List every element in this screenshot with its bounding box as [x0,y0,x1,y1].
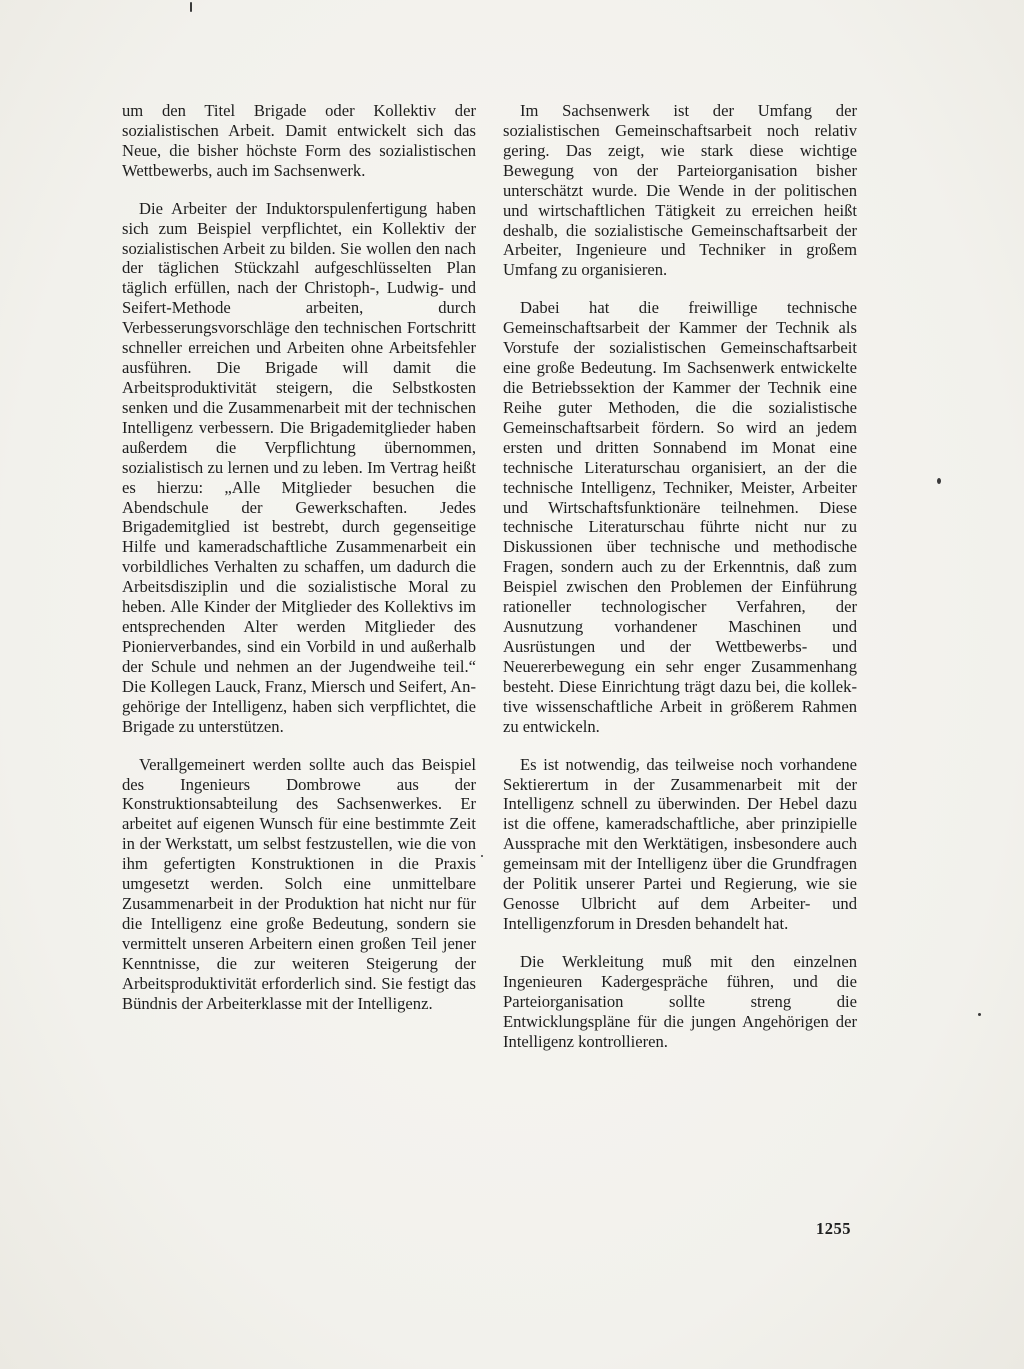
paragraph: Es ist notwendig, das teilweise noch vorhandene Sektierertum in der Zusammenarbeit mit der Intelligenz schnell zu überwinden. Der Hebel dazu ist die offene, kameradschaftliche, aber prinzipielle Aussprache mit den Werktätigen, insbesondere auch gemeinsam mit der Intelligenz über die Grundfragen der Politik unserer Partei und Regierung, wie sie Genosse Ulbricht auf dem Arbeiter- und Intelligenzforum in Dresden behandelt hat. [503,754,857,933]
page-number: 1255 [816,1219,851,1238]
left-text-column [122,101,476,1032]
paragraph: Verallgemeinert werden sollte auch das Beispiel des Ingenieurs Dombrowe aus der Konstruktionsabteilung des Sachsenwerkes. Er arbeitet auf eigenen Wunsch für eine bestimmte Zeit in der Werkstatt, um selbst festzustellen, wie die von ihm gefertigten Konstruktionen in die Praxis umgesetzt werden. Solch eine unmittelbare Zusammenarbeit in der Produktion hat nicht nur für die Intelligenz eine große Bedeutung, sondern sie vermittelt unseren Arbeitern einen großen Teil jener Kenntnisse, die zur weiteren Steigerung der Arbeitsproduktivität erforderlich sind. Sie festigt das Bündnis der Arbeiterklasse mit der Intelligenz. [122,754,476,1013]
right-text-column [503,101,857,1069]
paragraph: Dabei hat die freiwillige technische Gemeinschaftsarbeit der Kammer der Technik als Vorstufe der sozialistischen Gemeinschaftsarbeit eine große Bedeutung. Im Sachsenwerk entwickelte die Betriebssektion der Kammer der Technik eine Reihe guter Methoden, die die sozialistische Gemeinschaftsarbeit fördern. So wird an jedem ersten und dritten Sonnabend im Monat eine technische Literaturschau organisiert, an der die technische Intelligenz, Techniker, Meister, Arbeiter und Wirtschaftsfunktionäre teilnehmen. Diese technische Literaturschau führte nicht nur zu Diskussionen über technische und methodische Fragen, sondern auch zu der Erkenntnis, daß zum Beispiel zwischen den Problemen der Einführung rationeller technologischer Verfahren, der Ausnutzung vorhandener Maschinen und Ausrüstungen und der Wettbewerbs- und Neuererbewegung ein sehr enger Zusammenhang besteht. Diese Einrichtung trägt dazu bei, die kollektive wissenschaftliche Arbeit in größerem Rahmen zu entwickeln. [503,298,857,736]
paragraph: um den Titel Brigade oder Kollektiv der sozialistischen Arbeit. Damit entwickelt sich das Neue, die bisher höchste Form des sozialistischen Wettbewerbs, auch im Sachsenwerk. [122,101,476,180]
ink-speck [481,855,483,857]
ink-speck [937,478,941,484]
ink-speck [190,2,192,12]
paragraph: Die Arbeiter der Induktorspulenfertigung haben sich zum Beispiel verpflichtet, ein Kollektiv der sozialistischen Arbeit zu bilden. Sie wollen den nach der täglichen Stückzahl aufgeschlüsselten Plan täglich erfüllen, nach der Christoph-, Ludwig- und Seifert-Methode arbeiten, durch Verbesserungsvorschläge den technischen Fortschritt schneller erreichen und Arbeiten ohne Arbeitsfehler ausführen. Die Brigade will damit die Arbeitsproduktivität steigern, die Selbstkosten senken und die Zusammenarbeit mit der technischen Intelligenz verbessern. Die Brigademitglieder haben außerdem die Verpflichtung übernommen, sozialistisch zu lernen und zu leben. Im Vertrag heißt es hierzu: „Alle Mitglieder besuchen die Abendschule der Gewerkschaften. Jedes Brigademitglied ist bestrebt, durch gegenseitige Hilfe und kameradschaftliche Zusammenarbeit ein vorbildliches Verhalten zu schaffen, um dadurch die Arbeitsdisziplin und die sozialistische Moral zu heben. Alle Kinder der Mitglieder des Kollektivs im entsprechenden Alter werden Mitglieder des Pionierverbandes, sind ein Vorbild in und außerhalb der Schule und nehmen an der Jugendweihe teil.“ Die Kollegen Lauck, Franz, Miersch und Seifert, Angehörige der Intelligenz, haben sich verpflichtet, die Brigade zu unterstützen. [122,198,476,736]
ink-speck [978,1013,981,1016]
paragraph: Im Sachsenwerk ist der Umfang der sozialistischen Gemeinschaftsarbeit noch relativ gering. Das zeigt, wie stark diese wichtige Bewegung von der Parteiorganisation bisher unterschätzt wurde. Die Wende in der politischen und wirtschaftlichen Tätigkeit zu erreichen heißt deshalb, die sozialistische Gemeinschaftsarbeit der Arbeiter, Ingenieure und Techniker in großem Umfang zu organisieren. [503,101,857,280]
paragraph: Die Werkleitung muß mit den einzelnen Ingenieuren Kadergespräche führen, und die Parteiorganisation sollte streng die Entwicklungspläne für die jungen Angehörigen der Intelligenz kontrollieren. [503,951,857,1051]
